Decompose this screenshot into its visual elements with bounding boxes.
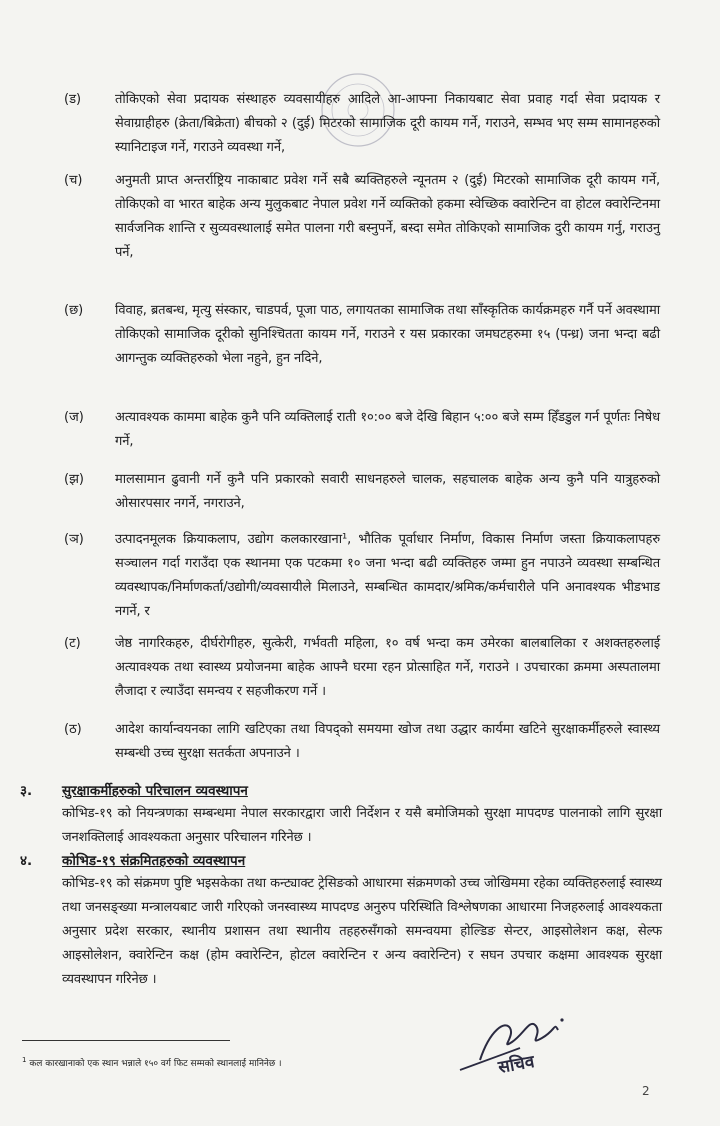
item-text: जेष्ठ नागरिकहरु, दीर्घरोगीहरु, सुत्केरी, गर्भवती महिला, १० वर्ष भन्दा कम उमेरका बालबालिका र अशक्तहरुलाई अत्यावश्यक तथा स्वास्थ्य प्रयोजनमा बाहेक आफ्नै घरमा रहन प्रोत्साहित गर्ने, गराउने । उपचारका क्रममा अस्पतालमा लैजादा र ल्याउँदा समन्वय र सहजीकरण गर्ने । xyxy=(115,636,660,699)
item-label: (ञ) xyxy=(64,532,84,547)
section-body: कोभिड-१९ को संक्रमण पुष्टि भइसकेका तथा कन्ट्याक्ट ट्रेसिङको आधारमा संक्रमणको उच्च जोखिममा रहेका व्यक्तिहरुलाई स्वास्थ्य तथा जनसङ्ख्या मन्त्रालयबाट जारी गरिएको जनस्वास्थ्य मापदण्ड अनुरुप परिस्थिति विश्लेषणका आधारमा निजहरुलाई आवश्यकता अनुसार प्रदेश सरकार, स्थानीय प्रशासन तथा स्थानीय तहहरुसँगको समन्वयमा होल्डिङ सेन्टर, आइसोलेशन कक्ष, सेल्फ आइसोलेशन, क्वारेन्टिन कक्ष (होम क्वारेन्टिन, होटल क्वारेन्टिन र अन्य क्वारेन्टिन) र सघन उपचार कक्षमा आवश्यक सुरक्षा व्यवस्थापन गरिनेछ । xyxy=(62,876,662,987)
item-label: (झ) xyxy=(64,472,84,487)
page-number: 2 xyxy=(642,1084,650,1098)
item-label: (च) xyxy=(64,173,83,188)
item-text: आदेश कार्यान्वयनका लागि खटिएका तथा विपद्को समयमा खोज तथा उद्धार कार्यमा खटिने सुरक्षाकर्मीहरुले स्वास्थ्य सम्बन्धी उच्च सुरक्षा सतर्कता अपनाउने । xyxy=(115,722,660,761)
item-label: (ड) xyxy=(64,92,82,107)
footnote xyxy=(22,1056,282,1069)
item-label: (छ) xyxy=(64,303,84,318)
item-text: अत्यावश्यक काममा बाहेक कुनै पनि व्यक्तिलाई राती १०:०० बजे देखि बिहान ५:०० बजे सम्म हिँडडुल गर्न पूर्णतः निषेध गर्ने, xyxy=(115,410,660,449)
signature-title: सचिव xyxy=(496,1051,536,1078)
item-label: (ठ) xyxy=(64,722,82,737)
item-text: तोकिएको सेवा प्रदायक संस्थाहरु व्यवसायीहरु आदिले आ-आफ्ना निकायबाट सेवा प्रवाह गर्दा सेवा प्रदायक र सेवाग्राहीहरु (क्रेता/बिक्रेता) बीचको २ (दुई) मिटरको सामाजिक दूरी कायम गर्ने, गराउने, सम्भव भए सम्म सामानहरुको स्यानिटाइज गर्ने, गराउने व्यवस्था गर्ने, xyxy=(115,92,660,155)
section-body: कोभिड-१९ को नियन्त्रणका सम्बन्धमा नेपाल सरकारद्वारा जारी निर्देशन र यसै बमोजिमको सुरक्षा मापदण्ड पालनाको लागि सुरक्षा जनशक्तिलाई आवश्यकता अनुसार परिचालन गरिनेछ । xyxy=(62,806,662,845)
footnote-marker: 1 xyxy=(22,1056,27,1064)
section-number: ४. xyxy=(20,853,33,869)
item-label: (ज) xyxy=(64,410,84,425)
section-heading: कोभिड-१९ संक्रमितहरुको व्यवस्थापन xyxy=(62,853,246,869)
item-text: उत्पादनमूलक क्रियाकलाप, उद्योग कलकारखाना¹, भौतिक पूर्वाधार निर्माण, विकास निर्माण जस्ता क्रियाकलापहरु सञ्चालन गर्दा गराउँदा एक स्थानमा एक पटकमा १० जना भन्दा बढी व्यक्तिहरु जम्मा हुन नपाउने व्यवस्था सम्बन्धित व्यवस्थापक/निर्माणकर्ता/उद्योगी/व्यवसायीले मिलाउने, सम्बन्धित कामदार/श्रमिक/कर्मचारीले पनि अनावश्यक भीडभाड नगर्ने, र xyxy=(115,532,660,619)
footnote-text: कल कारखानाको एक स्थान भन्नाले १५० वर्ग फिट सम्मको स्थानलाई मानिनेछ । xyxy=(29,1059,282,1069)
item-text: अनुमती प्राप्त अन्तर्राष्ट्रिय नाकाबाट प्रवेश गर्ने सबै ब्यक्तिहरुले न्यूनतम २ (दुई) मिटरको सामाजिक दूरी कायम गर्ने, तोकिएको वा भारत बाहेक अन्य मुलुकबाट नेपाल प्रवेश गर्ने व्यक्तिको हकमा स्वेच्छिक क्वारेन्टिन वा होटल क्वारेन्टिनमा सार्वजनिक शान्ति र सुव्यवस्थालाई समेत पालना गरी बस्नुपर्ने, बस्दा समेत तोकिएको सामाजिक दुरी कायम गर्नु, गराउनु पर्ने, xyxy=(115,173,660,260)
item-label: (ट) xyxy=(64,636,81,651)
footnote-divider xyxy=(22,1040,230,1041)
item-text: मालसामान ढुवानी गर्ने कुनै पनि प्रकारको सवारी साधनहरुले चालक, सहचालक बाहेक अन्य कुनै पनि यात्रुहरुको ओसारपसार नगर्ने, नगराउने, xyxy=(115,472,660,511)
section-number: ३. xyxy=(20,783,33,799)
section-heading: सुरक्षाकर्मीहरुको परिचालन व्यवस्थापन xyxy=(62,783,248,799)
item-text: विवाह, ब्रतबन्ध, मृत्यु संस्कार, चाडपर्व, पूजा पाठ, लगायतका सामाजिक तथा साँस्कृतिक कार्यक्रमहरु गर्नै पर्ने अवस्थामा तोकिएको सामाजिक दूरीको सुनिश्चितता कायम गर्ने, गराउने र यस प्रकारका जमघटहरुमा १५ (पन्ध्र) जना भन्दा बढी आगन्तुक व्यक्तिहरुको भेला नहुने, हुन नदिने, xyxy=(115,303,661,366)
